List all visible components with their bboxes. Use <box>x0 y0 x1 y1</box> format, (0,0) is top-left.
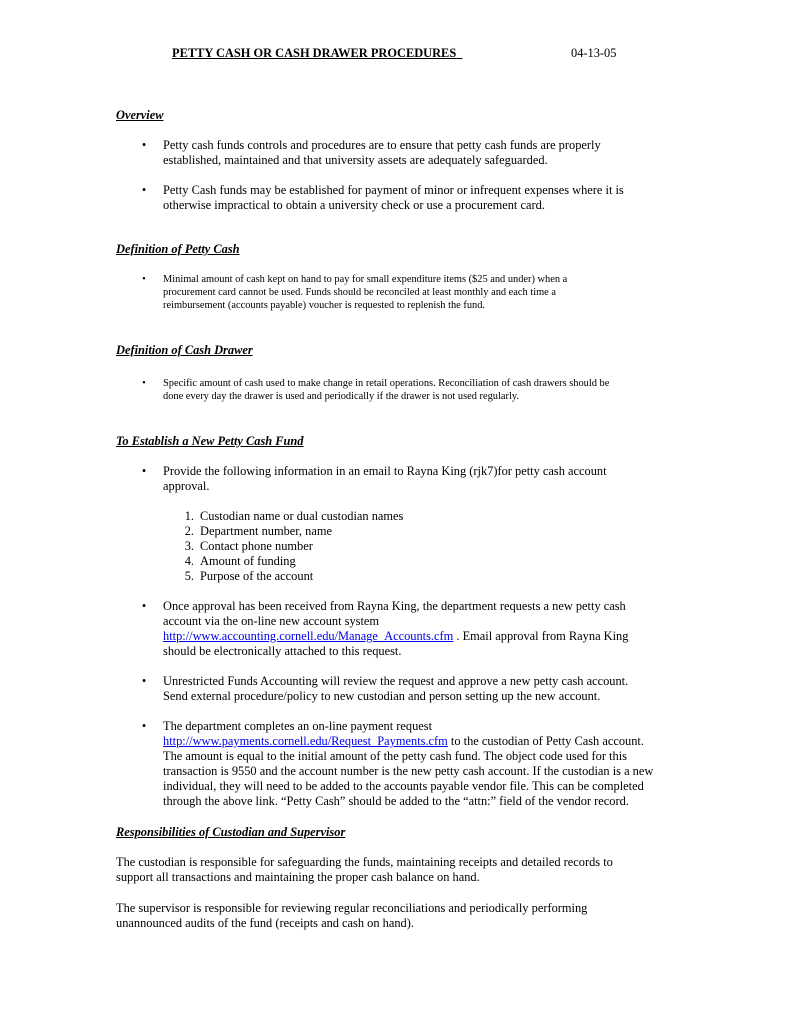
bullet-icon: • <box>141 599 147 613</box>
section-heading-petty-cash: Definition of Petty Cash <box>116 242 240 256</box>
section-heading-overview: Overview <box>116 108 164 122</box>
request-payments-link[interactable]: http://www.payments.cornell.edu/Request_Payments.cfm <box>163 734 448 748</box>
text-line: The supervisor is responsible for reviewing regular reconciliations and periodically performing <box>116 901 588 915</box>
text-line: done every day the drawer is used and periodically if the drawer is not used regularly. <box>163 391 519 402</box>
required-info-list <box>170 509 403 584</box>
section-heading-cash-drawer: Definition of Cash Drawer <box>116 343 253 357</box>
establish-bullet-1 <box>163 464 607 494</box>
establish-bullet-3 <box>163 674 628 704</box>
establish-bullet-2 <box>163 599 628 659</box>
list-item: 3. Contact phone number <box>184 539 313 553</box>
text-line: Petty Cash funds may be established for payment of minor or infrequent expenses where it is <box>163 183 624 197</box>
list-item: 4. Amount of funding <box>184 554 296 568</box>
text-line: transaction is 9550 and the account number is the new petty cash account. If the custodian is a new <box>163 764 654 778</box>
custodian-paragraph <box>116 855 613 885</box>
text-line: unannounced audits of the fund (receipts and cash on hand). <box>116 916 414 930</box>
text-line: account via the on-line new account system <box>163 614 380 628</box>
text-line: http://www.accounting.cornell.edu/Manage_Accounts.cfm . Email approval from Rayna King <box>163 629 629 643</box>
bullet-icon: • <box>141 464 147 478</box>
section-heading-responsibilities: Responsibilities of Custodian and Supervisor <box>116 825 346 839</box>
text-line: reimbursement (accounts payable) voucher is requested to replenish the fund. <box>163 300 485 311</box>
text-line: Unrestricted Funds Accounting will review the request and approve a new petty cash account. <box>163 674 629 688</box>
text-line: Provide the following information in an email to Rayna King (rjk7)for petty cash account <box>163 464 607 478</box>
document-title: PETTY CASH OR CASH DRAWER PROCEDURES <box>172 46 457 60</box>
document-date: 04-13-05 <box>571 46 617 60</box>
text-line: established, maintained and that university assets are adequately safeguarded. <box>163 153 548 167</box>
text-line: Minimal amount of cash kept on hand to pay for small expenditure items ($25 and under) when a <box>163 274 568 285</box>
manage-accounts-link[interactable]: http://www.accounting.cornell.edu/Manage_Accounts.cfm <box>163 629 454 643</box>
text-line: Once approval has been received from Rayna King, the department requests a new petty cash <box>163 599 626 613</box>
text-line: The amount is equal to the initial amount of the petty cash fund. The object code used for this <box>163 749 627 763</box>
text-line: individual, they will need to be added to the accounts payable vendor file. This can be completed <box>163 779 644 793</box>
text-line: Petty cash funds controls and procedures are to ensure that petty cash funds are properly <box>163 138 601 152</box>
text-line: Send external procedure/policy to new custodian and person setting up the new account. <box>163 689 601 703</box>
text-line: otherwise impractical to obtain a university check or use a procurement card. <box>163 198 545 212</box>
text-line: http://www.payments.cornell.edu/Request_Payments.cfm to the custodian of Petty Cash account. <box>163 734 644 748</box>
bullet-icon: • <box>141 138 147 152</box>
bullet-icon: • <box>141 183 147 197</box>
list-item: 5. Purpose of the account <box>184 569 314 583</box>
bullet-icon: • <box>141 674 147 688</box>
text-line: through the above link. “Petty Cash” should be added to the “attn:” field of the vendor record. <box>163 794 629 808</box>
supervisor-paragraph <box>116 901 587 931</box>
bullet-icon: • <box>142 378 146 389</box>
petty-cash-definition <box>163 273 567 312</box>
list-item: 2. Department number, name <box>184 524 332 538</box>
bullet-icon: • <box>142 274 146 285</box>
section-heading-establish: To Establish a New Petty Cash Fund <box>116 434 304 448</box>
list-item: 1. Custodian name or dual custodian names <box>184 509 404 523</box>
text-line: approval. <box>163 479 210 493</box>
text-line: procurement card cannot be used. Funds should be reconciled at least monthly and each time a <box>163 287 556 298</box>
text-line: support all transactions and maintaining the proper cash balance on hand. <box>116 870 480 884</box>
text-line: The custodian is responsible for safeguarding the funds, maintaining receipts and detailed records to <box>116 855 613 869</box>
text-line: Specific amount of cash used to make change in retail operations. Reconciliation of cash drawers should be <box>163 378 610 389</box>
text-line: The department completes an on-line payment request <box>163 719 433 733</box>
overview-bullet-2 <box>163 183 624 213</box>
bullet-icon: • <box>141 719 147 733</box>
text-line: should be electronically attached to this request. <box>163 644 402 658</box>
cash-drawer-definition <box>163 377 609 403</box>
establish-bullet-4 <box>163 719 653 809</box>
overview-bullet-1 <box>163 138 601 168</box>
